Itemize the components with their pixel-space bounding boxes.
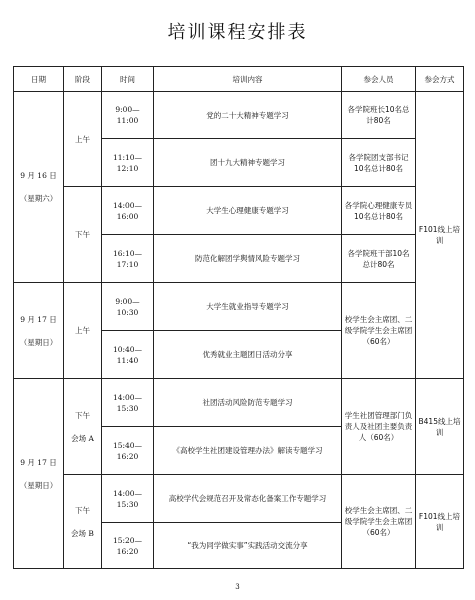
content-cell: 优秀就业主题团日活动分享 (154, 331, 342, 379)
schedule-table (13, 66, 464, 569)
page-title: 培训课程安排表 (167, 22, 308, 43)
participants-cell: 各学院团支部书记10名总计80名 (342, 139, 416, 187)
participants-cell: 各学院班干部10名总计80名 (342, 235, 416, 283)
stage-cell (64, 475, 102, 569)
table-row (14, 475, 464, 523)
content-cell: 高校学代会规范召开及常态化备案工作专题学习 (154, 475, 342, 523)
stage-cell: 下午 (64, 187, 102, 283)
content-cell: 团十九大精神专题学习 (154, 139, 342, 187)
participants-cell: 校学生会主席团、二级学院学生会主席团（60名） (342, 475, 416, 569)
time-cell: 9:00— 10:30 (102, 283, 154, 331)
header-participants: 参会人员 (342, 67, 416, 92)
venue-label: 会场 B (71, 528, 94, 538)
stage-cell: 上午 (64, 283, 102, 379)
table-row (14, 283, 464, 331)
participants-cell: 学生社团管理部门负责人及社团主要负责人（60名） (342, 379, 416, 475)
time-cell: 9:00— 11:00 (102, 92, 154, 139)
method-cell: F101线上培训 (416, 475, 464, 569)
date-label: 9 月 17 日 (20, 457, 57, 467)
method-cell: B415线上培训 (416, 379, 464, 475)
date-label: 9 月 16 日 (20, 171, 57, 180)
content-cell: “我为同学做实事”实践活动交流分享 (154, 523, 342, 569)
page-number: 3 (235, 583, 240, 591)
stage-label: 下午 (75, 410, 90, 420)
date-cell (14, 283, 64, 379)
time-cell: 15:20— 16:20 (102, 523, 154, 569)
weekday-label: （星期日） (19, 337, 58, 347)
method-cell: F101线上培训 (416, 92, 464, 379)
time-cell: 11:10— 12:10 (102, 139, 154, 187)
stage-label: 下午 (75, 505, 90, 515)
header-date: 日期 (14, 67, 64, 92)
content-cell: 大学生心理健康专题学习 (154, 187, 342, 235)
weekday-label: （星期六） (19, 194, 58, 203)
participants-cell: 各学院班长10名总计80名 (342, 92, 416, 139)
participants-cell: 各学院心理健康专员10名总计80名 (342, 187, 416, 235)
stage-cell (64, 379, 102, 475)
content-cell: 《高校学生社团建设管理办法》解读专题学习 (154, 427, 342, 475)
content-cell: 社团活动风险防范专题学习 (154, 379, 342, 427)
header-row (14, 67, 464, 92)
time-cell: 10:40— 11:40 (102, 331, 154, 379)
date-cell (14, 92, 64, 283)
time-cell: 16:10— 17:10 (102, 235, 154, 283)
stage-cell: 上午 (64, 92, 102, 187)
date-label: 9 月 17 日 (20, 314, 57, 324)
weekday-label: （星期日） (19, 480, 58, 490)
table-row (14, 379, 464, 427)
table-row (14, 187, 464, 235)
date-cell (14, 379, 64, 569)
content-cell: 大学生就业指导专题学习 (154, 283, 342, 331)
header-content: 培训内容 (154, 67, 342, 92)
header-time: 时间 (102, 67, 154, 92)
content-cell: 党的二十大精神专题学习 (154, 92, 342, 139)
table-row (14, 92, 464, 139)
venue-label: 会场 A (71, 433, 94, 443)
content-cell: 防范化解团学舆情风险专题学习 (154, 235, 342, 283)
time-cell: 15:40— 16:20 (102, 427, 154, 475)
participants-cell: 校学生会主席团、二级学院学生会主席团（60名） (342, 283, 416, 379)
header-method: 参会方式 (416, 67, 464, 92)
time-cell: 14:00— 15:30 (102, 475, 154, 523)
time-cell: 14:00— 15:30 (102, 379, 154, 427)
header-stage: 阶段 (64, 67, 102, 92)
time-cell: 14:00— 16:00 (102, 187, 154, 235)
